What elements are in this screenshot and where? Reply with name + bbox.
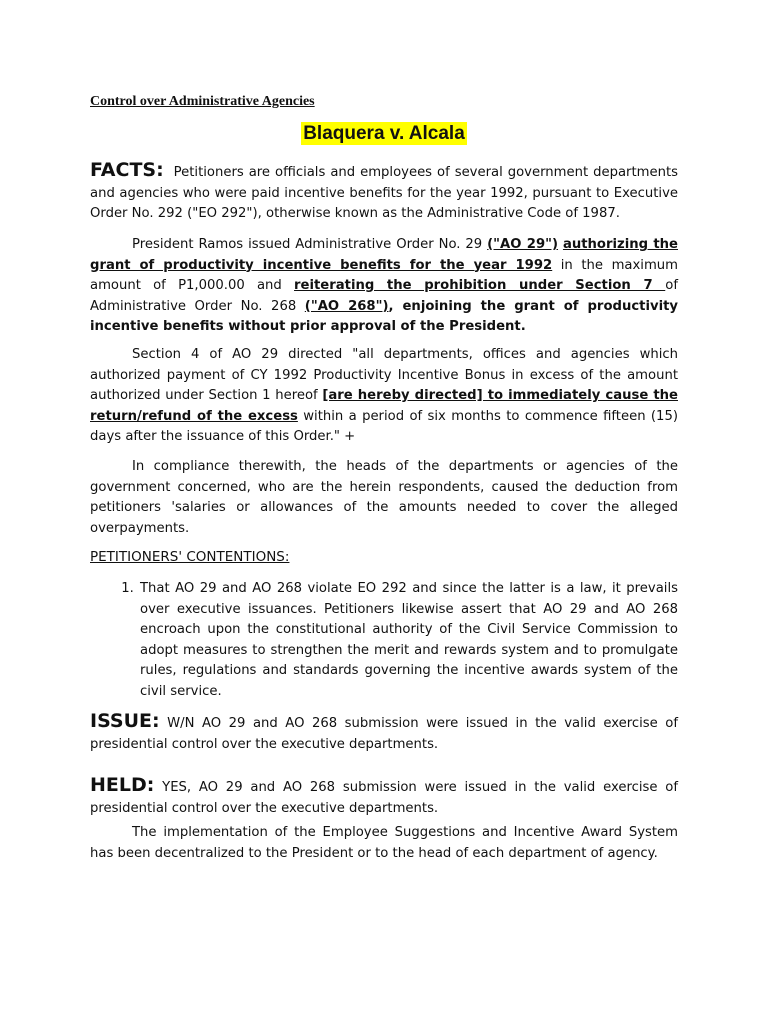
ao29-paragraph — [90, 235, 678, 338]
facts-label: FACTS: — [90, 159, 164, 181]
facts-paragraph — [90, 160, 678, 225]
p4-text: In compliance therewith, the heads of the departments or agencies of the government concerned, who are the herein respondents, caused the deduction from petitioners 'salaries or allowances of the amounts needed to cover the alleged overpayments. — [90, 459, 678, 536]
implementation-paragraph — [90, 823, 678, 864]
held-paragraph — [90, 775, 678, 819]
p-last-text: The implementation of the Employee Suggestions and Incentive Award System has been decentralized to the President or to the head of each department of agency. — [90, 825, 678, 861]
case-title-highlight: Blaquera v. Alcala — [303, 123, 465, 144]
p2-bold-reiterating: reiterating the prohibition under Section 7 — [294, 278, 666, 293]
p2-bold-authorizing: authorizing the grant of productivity incentive benefits for the year 1992 — [90, 237, 679, 273]
p3-text-1: Section 4 of AO 29 directed "all departments, offices and agencies which authorized payment of CY 1992 Productivity Incentive Bonus in excess of the amount authorized under Section 1 hereof — [90, 347, 678, 403]
issue-label: ISSUE: — [90, 710, 160, 732]
case-title — [0, 123, 768, 145]
p3-text-2: within a period of six months to commence fifteen (15) days after the issuance of this Order." + — [90, 408, 678, 444]
p3-bold-directed: [are hereby directed] to immediately cause the return/refund of the excess — [90, 388, 678, 424]
p2-bold-ao268: ("AO 268") — [304, 298, 389, 314]
contentions-heading: PETITIONERS' CONTENTIONS: — [90, 549, 290, 565]
held-label: HELD: — [90, 774, 155, 796]
compliance-paragraph — [90, 457, 678, 539]
held-text: YES, AO 29 and AO 268 submission were issued in the valid exercise of presidential control over the executive departments. — [90, 780, 678, 816]
issue-paragraph — [90, 711, 678, 755]
section4-paragraph — [90, 345, 678, 448]
facts-text: Petitioners are officials and employees of several government departments and agencies who were paid incentive benefits for the year 1992, pursuant to Executive Order No. 292 ("EO 292"), otherwise known as the Administrative Code of 1987. — [90, 165, 678, 221]
list-item: 1. That AO 29 and AO 268 violate EO 292 and since the latter is a law, it prevails over executive issuances. Petitioners likewise assert that AO 29 and AO 268 encroach upon the constitutional authority of the Civil Service Commission to adopt measures to strengthen the merit and rewards system and to promulgate rules, regulations and standards governing the incentive awards system of the civil service. — [138, 579, 678, 702]
contentions-heading-block — [90, 547, 678, 569]
section-title: Control over Administrative Agencies — [90, 94, 315, 109]
contentions-list-block — [90, 579, 678, 702]
contentions-list — [90, 579, 678, 702]
p2-bold-ao29: ("AO 29") — [487, 237, 559, 252]
p2-text-1: President Ramos issued Administrative Order No. 29 — [132, 237, 488, 252]
p2-text-3: in the maximum amount of P1,000.00 and — [90, 257, 679, 293]
p2-bold-enjoining: , enjoining the grant of productivity incentive benefits without prior approval of the President. — [90, 298, 678, 334]
issue-text: W/N AO 29 and AO 268 submission were issued in the valid exercise of presidential control over the executive departments. — [90, 716, 678, 752]
p2-text-4: of Administrative Order No. 268 — [90, 278, 678, 314]
